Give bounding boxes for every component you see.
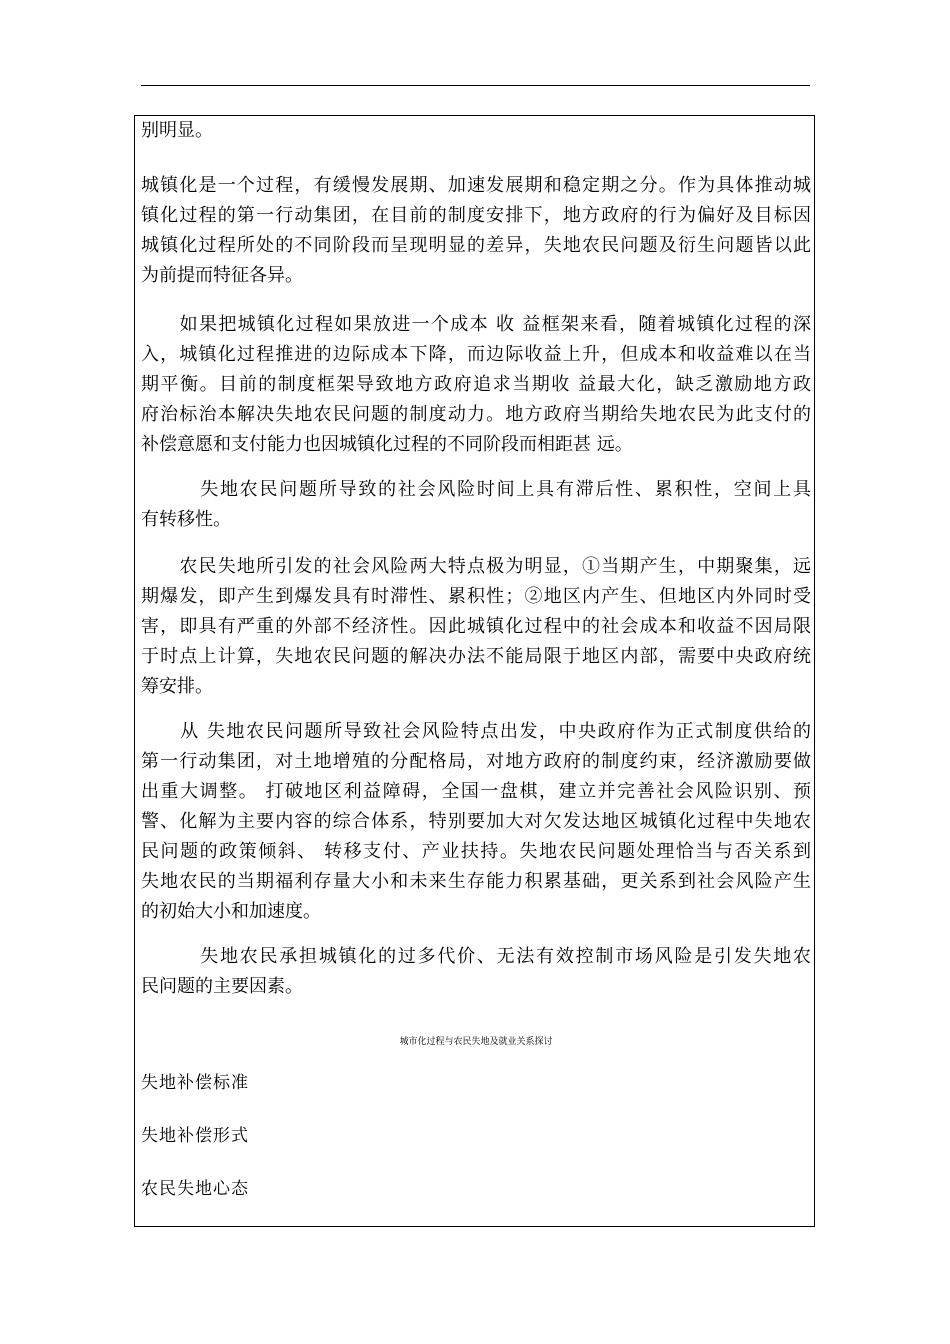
text-line: 如果把城镇化过程如果放进一个成本 收 益框架来看，随着城镇化过程的深 (141, 314, 811, 335)
text-line: 府治标治本解决失地农民问题的制度动力。地方政府当期给失地农民为此支付的 (141, 404, 811, 425)
text-line: 警、化解为主要内容的综合体系，特别要加大对欠发达地区城镇化过程中失地农 (141, 811, 811, 832)
paragraph-central-government (141, 717, 811, 927)
text-line: 入，城镇化过程推进的边际成本下降，而边际收益上升，但成本和收益难以在当 (141, 344, 811, 365)
text-line: 城镇化是一个过程，有缓慢发展期、加速发展期和稳定期之分。作为具体推动城 (141, 175, 811, 196)
text-line: 别明显。 (141, 120, 213, 141)
text-line: 镇化过程的第一行动集团，在目前的制度安排下，地方政府的行为偏好及目标因 (141, 205, 811, 226)
heading-compensation-form: 失地补偿形式 (141, 1126, 249, 1146)
text-line: 期平衡。目前的制度框架导致地方政府追求当期收 益最大化，缺乏激励地方政 (141, 374, 811, 395)
text-line: 民问题的主要因素。 (141, 976, 303, 997)
text-line: 为前提而特征各异。 (141, 265, 303, 286)
text-line: 城镇化过程所处的不同阶段而呈现明显的差异，失地农民问题及衍生问题皆以此 (141, 235, 811, 256)
text-line: 出重大调整。 打破地区利益障碍，全国一盘棋，建立并完善社会风险识别、预 (141, 781, 811, 802)
text-line: 民问题的政策倾斜、 转移支付、产业扶持。失地农民问题处理恰当与否关系到 (141, 841, 811, 862)
paragraph-main-factors (141, 942, 811, 1002)
text-line: 失地农民承担城镇化的过多代价、无法有效控制市场风险是引发失地农 (141, 946, 811, 967)
paragraph-social-risk (141, 475, 811, 535)
text-line: 失地农民的当期福利存量大小和未来生存能力积累基础，更关系到社会风险产生 (141, 871, 811, 892)
paragraph-cost-benefit (141, 310, 811, 460)
text-line: 补偿意愿和支付能力也因城镇化过程的不同阶段而相距甚 远。 (141, 434, 633, 455)
text-line: 有转移性。 (141, 509, 231, 530)
text-line: 于时点上计算，失地农民问题的解决办法不能局限于地区内部，需要中央政府统 (141, 646, 811, 667)
header-rule (141, 85, 810, 86)
text-line: 害，即具有严重的外部不经济性。因此城镇化过程中的社会成本和收益不因局限 (141, 616, 811, 637)
section-caption: 城市化过程与农民失地及就业关系探讨 (399, 1037, 553, 1047)
paragraph-continuation (141, 116, 811, 146)
paragraph-urbanization-process (141, 171, 811, 291)
heading-compensation-standard: 失地补偿标准 (141, 1073, 249, 1093)
text-line: 的初始大小和加速度。 (141, 901, 321, 922)
text-line: 筹安排。 (141, 676, 213, 697)
text-line: 农民失地所引发的社会风险两大特点极为明显，①当期产生，中期聚集，远 (141, 556, 811, 577)
heading-farmer-mindset: 农民失地心态 (141, 1179, 249, 1199)
paragraph-risk-features (141, 552, 811, 702)
text-line: 第一行动集团，对土地增殖的分配格局，对地方政府的制度约束，经济激励要做 (141, 751, 811, 772)
text-line: 失地农民问题所导致的社会风险时间上具有滞后性、累积性，空间上具 (141, 479, 811, 500)
text-line: 从 失地农民问题所导致社会风险特点出发，中央政府作为正式制度供给的 (141, 721, 811, 742)
text-line: 期爆发，即产生到爆发具有时滞性、累积性；②地区内产生、但地区内外同时受 (141, 586, 811, 607)
